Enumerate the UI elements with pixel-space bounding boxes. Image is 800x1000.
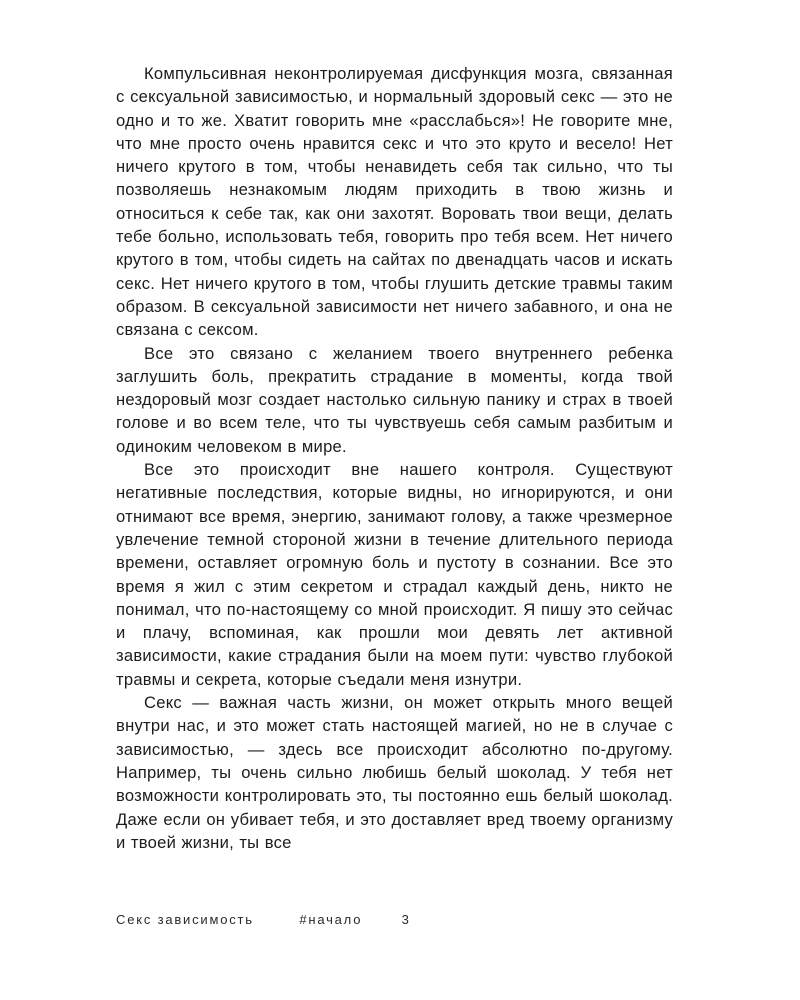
- page-body: [116, 62, 673, 854]
- page-footer: [116, 912, 411, 927]
- body-paragraph: Компульсивная неконтролируемая дисфункция мозга, связанная с сексуальной зависимостью, и нормальный здоровый секс — это не одно и то же. Хватит говорить мне «расслабься»! Не говорите мне, что мне просто очень нравится секс и что это круто и весело! Нет ничего крутого в том, чтобы ненавидеть себя так сильно, что ты позволяешь незнакомым людям приходить в твою жизнь и относиться к себе так, как они захотят. Воровать твои вещи, делать тебе больно, использовать тебя, говорить про тебя всем. Нет ничего крутого в том, чтобы сидеть на сайтах по двенадцать часов и искать секс. Нет ничего крутого в том, чтобы глушить детские травмы таким образом. В сексуальной зависимости нет ничего забавного, и она не связана с сексом.: [116, 64, 673, 340]
- body-paragraph: Секс — важная часть жизни, он может открыть много вещей внутри нас, и это может стать настоящей магией, но не в случае с зависимостью, — здесь все происходит абсолютно по-другому. Например, ты очень сильно любишь белый шоколад. У тебя нет возможности контролировать это, ты постоянно ешь белый шоколад. Даже если он убивает тебя, и это доставляет вред твоему организму и твоей жизни, ты все: [116, 693, 673, 852]
- body-paragraph: Все это происходит вне нашего контроля. Существуют негативные последствия, которые видны, но игнорируются, и они отнимают все время, энергию, занимают голову, а также чрезмерное увлечение темной стороной жизни в течение длительного периода времени, оставляет огромную боль и пустоту в сознании. Все это время я жил с этим секретом и страдал каждый день, никто не понимал, что по-настоящему со мной происходит. Я пишу это сейчас и плачу, вспоминая, как прошли мои девять лет активной зависимости, какие страдания были на моем пути: чувство глубокой травмы и секрета, которые съедали меня изнутри.: [116, 460, 673, 689]
- footer-page-number: 3: [401, 912, 411, 927]
- footer-book-title: Секс зависимость: [116, 912, 254, 927]
- footer-chapter-tag: #начало: [299, 912, 363, 927]
- body-paragraph: Все это связано с желанием твоего внутреннего ребенка заглушить боль, прекратить страдание в моменты, когда твой нездоровый мозг создает настолько сильную панику и страх в твоей голове и во всем теле, что ты чувствуешь себя самым разбитым и одиноким человеком в мире.: [116, 343, 673, 456]
